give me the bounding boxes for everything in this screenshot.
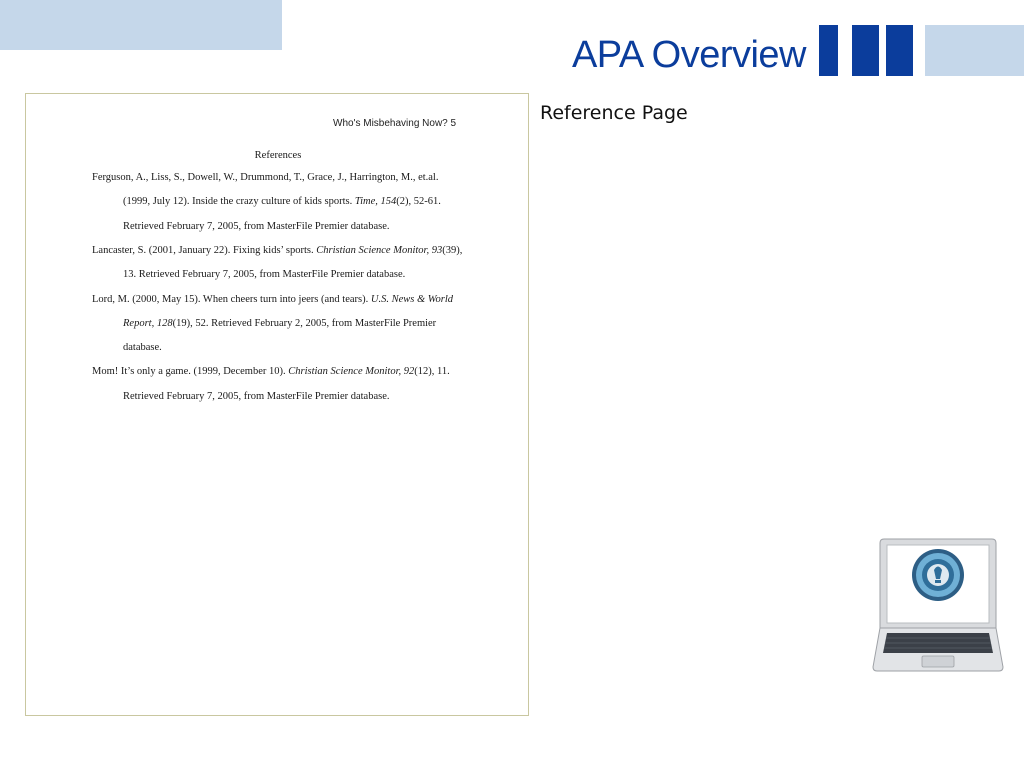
reference-text: 13. Retrieved February 7, 2005, from MasterFile Premier database. [123, 269, 406, 281]
reference-text: database. [123, 342, 162, 354]
reference-italic-text: Christian Science Monitor, 92 [288, 366, 415, 378]
reference-text: (39), [442, 244, 463, 256]
reference-page-image [25, 93, 529, 716]
reference-text: Retrieved February 7, 2005, from MasterFile Premier database. [123, 390, 390, 402]
decorative-block-1 [819, 25, 838, 76]
decorative-block-3 [886, 25, 913, 76]
slide-title: APA Overview [571, 34, 806, 76]
reference-entry-continuation [123, 221, 390, 232]
reference-italic-text: Time, 154 [354, 196, 397, 208]
reference-italic-text: Report, 128 [123, 317, 173, 329]
reference-text: Lancaster, S. (2001, January 22). Fixing kids’ sports. [92, 244, 317, 256]
reference-entry-first-line [92, 294, 453, 305]
references-heading: References [254, 150, 302, 161]
reference-entry-first-line [92, 172, 438, 183]
reference-text: Mom! It’s only a game. (1999, December 10). [92, 366, 289, 378]
reference-text: (12), 11. [414, 366, 450, 378]
reference-entry-first-line [92, 366, 450, 377]
reference-entry-continuation [123, 391, 390, 402]
reference-entry-continuation [123, 342, 162, 353]
reference-text: Lord, M. (2000, May 15). When cheers turn into jeers (and tears). [92, 293, 371, 305]
reference-text: Ferguson, A., Liss, S., Dowell, W., Drummond, T., Grace, J., Harrington, M., et.al. [92, 172, 439, 183]
reference-entry-continuation [123, 318, 436, 329]
reference-text: (1999, July 12). Inside the crazy culture of kids sports. [123, 196, 355, 208]
running-head: Who's Misbehaving Now? 5 [333, 118, 457, 129]
reference-italic-text: U.S. News & World [370, 293, 454, 305]
reference-entry-continuation [123, 269, 405, 280]
laptop-icon [870, 535, 1005, 675]
reference-entry-first-line [92, 245, 462, 256]
reference-text: (2), 52-61. [396, 196, 441, 208]
section-label: Reference Page [540, 102, 688, 124]
decorative-block-2 [852, 25, 879, 76]
decorative-bar-top-left [0, 0, 282, 50]
reference-italic-text: Christian Science Monitor, 93 [316, 244, 443, 256]
reference-text: Retrieved February 7, 2005, from MasterFile Premier database. [123, 220, 390, 232]
reference-entry-continuation [123, 196, 441, 207]
reference-text: (19), 52. Retrieved February 2, 2005, from MasterFile Premier [172, 317, 437, 329]
decorative-block-light [925, 25, 1024, 76]
